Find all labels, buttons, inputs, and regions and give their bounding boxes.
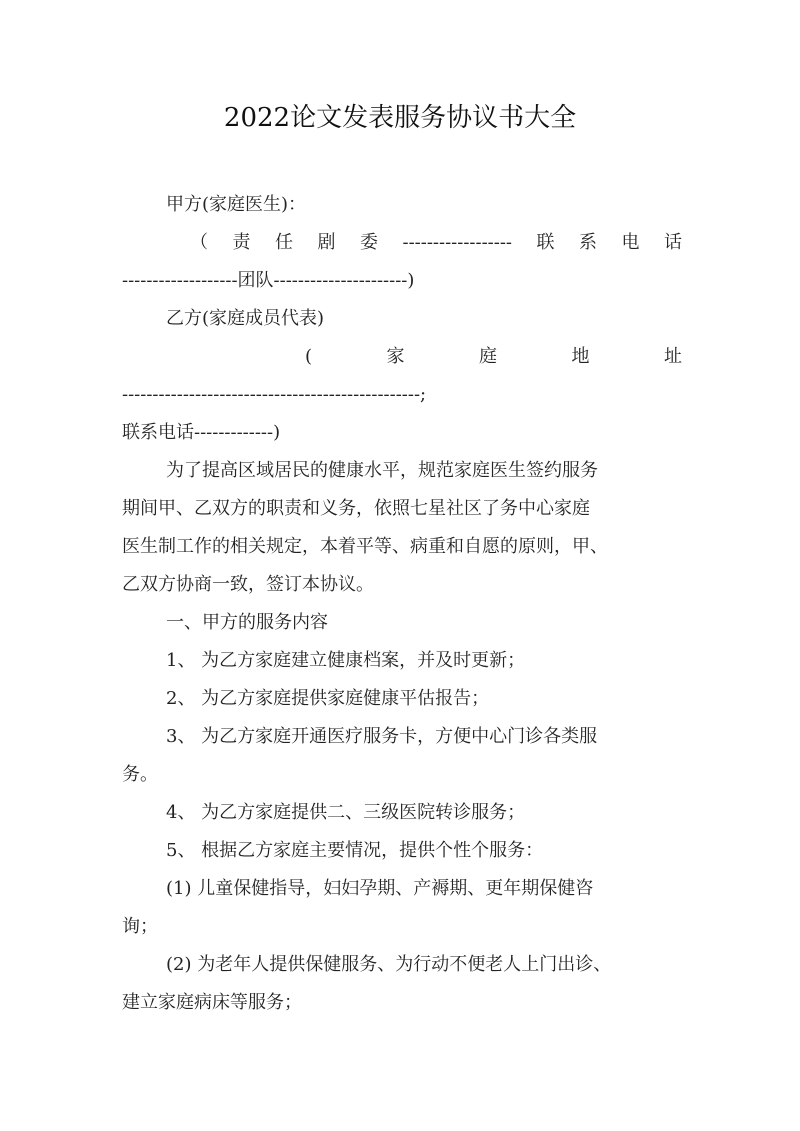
- spread-char: （: [190, 232, 208, 253]
- spread-char: (: [305, 346, 313, 367]
- spread-char: 庭: [479, 346, 497, 367]
- service-subitem-continued: 建立家庭病床等服务；: [122, 992, 302, 1013]
- party-a-responsibility-row: [190, 231, 682, 255]
- service-item: 1、 为乙方家庭建立健康档案，并及时更新；: [166, 650, 526, 671]
- service-item: 2、 为乙方家庭提供家庭健康平估报告；: [166, 688, 490, 709]
- intro-line: 期间甲、乙双方的职责和义务，依照七星社区了务中心家庭: [122, 498, 590, 519]
- spread-char: 剧: [317, 232, 336, 253]
- spread-char: 址: [663, 346, 682, 367]
- party-a-team-line: -------------------团队----------------------): [122, 270, 415, 291]
- service-item-continued: 务。: [122, 764, 158, 785]
- service-item: 5、 根据乙方家庭主要情况，提供个性个服务：: [166, 840, 544, 861]
- party-b-address-row: [305, 345, 682, 369]
- party-b-phone: 联系电话-------------): [122, 422, 281, 443]
- spread-char: 任: [275, 232, 293, 253]
- intro-line: 乙双方协商一致，签订本协议。: [122, 574, 374, 595]
- section-heading: 一、甲方的服务内容: [166, 612, 328, 633]
- spread-char: 家: [386, 346, 405, 367]
- service-item: 4、 为乙方家庭提供二、三级医院转诊服务；: [166, 802, 526, 823]
- party-a-label: 甲方(家庭医生)：: [166, 194, 307, 215]
- spread-char: 系: [578, 232, 597, 253]
- spread-char: 电: [621, 232, 640, 253]
- spread-char: 责: [232, 232, 251, 253]
- party-b-label: 乙方(家庭成员代表): [166, 308, 325, 329]
- intro-line: 医生制工作的相关规定，本着平等、病重和自愿的原则，甲、: [122, 536, 608, 557]
- document-title: 2022论文发表服务协议书大全: [223, 103, 577, 133]
- spread-char: ------------------: [402, 232, 512, 253]
- service-subitem: (2) 为老年人提供保健服务、为行动不便老人上门出诊、: [166, 954, 612, 975]
- service-subitem: (1) 儿童保健指导，妇妇孕期、产褥期、更年期保健咨: [166, 878, 594, 899]
- spread-char: 联: [536, 232, 555, 253]
- intro-line: 为了提高区域居民的健康水平，规范家庭医生签约服务: [166, 460, 598, 481]
- spread-char: 地: [571, 346, 590, 367]
- service-item: 3、 为乙方家庭开通医疗服务卡，方便中心门诊各类服: [166, 726, 598, 747]
- service-subitem-continued: 询；: [122, 916, 158, 937]
- spread-char: 话: [663, 232, 682, 253]
- spread-char: 委: [360, 232, 378, 253]
- party-b-address-dashes: -------------------------------------------------;: [122, 384, 427, 405]
